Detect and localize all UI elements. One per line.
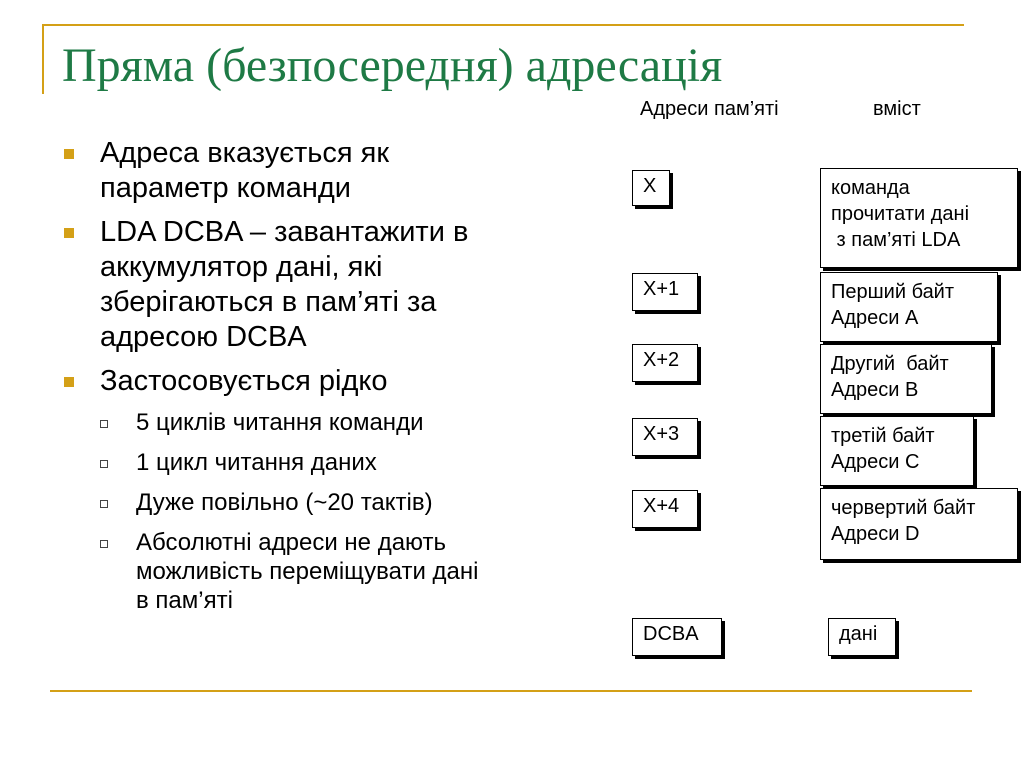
sub-bullet-line: Дуже повільно (~20 тактів) [136,489,433,516]
sub-bullet-item [100,408,602,437]
address-label: X [643,175,657,197]
content-line: Адреси C [831,451,920,473]
address-box [632,490,698,528]
bullet-line: аккумулятор дані, які [100,251,383,283]
bullet-item [62,364,602,399]
content-line: команда [831,177,910,199]
sub-bullet-item [100,488,602,517]
content-box [820,272,998,342]
content-line: третій байт [831,425,935,447]
square-bullet-icon [64,149,74,159]
square-bullet-icon [64,377,74,387]
content-box [820,344,992,414]
sub-bullet-line: 1 цикл читання даних [136,449,377,476]
address-box [632,618,722,656]
bullet-line: зберігаються в пам’яті за [100,286,437,318]
slide-title: Пряма (безпосередня) адресація [62,39,723,92]
column-header-address: Адреси пам’яті [640,98,779,120]
sub-bullet-line: можливість переміщувати дані [136,558,479,585]
hollow-square-bullet-icon [100,460,108,468]
bullet-line: параметр команди [100,172,352,204]
frame-bottom-rule [50,690,972,692]
square-bullet-icon [64,228,74,238]
sub-bullet-item [100,448,602,477]
content-line: дані [839,623,878,645]
sub-bullet-line: Абсолютні адреси не дають [136,529,447,556]
address-box [632,170,670,206]
address-label: X+4 [643,495,680,517]
hollow-square-bullet-icon [100,540,108,548]
content-line: Адреси A [831,307,919,329]
address-label: X+2 [643,349,680,371]
sub-bullet-line: в пам’яті [136,587,233,614]
column-header-content: вміст [873,98,921,120]
bullet-item [62,136,602,206]
sub-bullet-line: 5 циклів читання команди [136,409,424,436]
content-line: червертий байт [831,497,976,519]
address-label: X+1 [643,278,680,300]
content-box [828,618,896,656]
bullet-line: LDA DCBA – завантажити в [100,216,469,248]
hollow-square-bullet-icon [100,500,108,508]
address-label: DCBA [643,623,699,645]
frame-left-rule [42,24,44,94]
sub-bullet-item [100,528,602,615]
content-line: Другий байт [831,353,949,375]
content-box [820,488,1018,560]
content-line: з пам’яті LDA [831,229,961,251]
content-line: прочитати дані [831,203,970,225]
bullet-line: адресою DCBA [100,321,307,353]
address-box [632,344,698,382]
content-line: Адреси D [831,523,920,545]
hollow-square-bullet-icon [100,420,108,428]
content-line: Адреси B [831,379,919,401]
address-box [632,273,698,311]
content-box [820,416,974,486]
bullet-list [62,136,602,626]
bullet-item [62,215,602,355]
frame-top-rule [42,24,964,26]
content-line: Перший байт [831,281,955,303]
address-box [632,418,698,456]
address-label: X+3 [643,423,680,445]
bullet-line: Адреса вказується як [100,137,390,169]
bullet-line: Застосовується рідко [100,365,388,397]
content-box [820,168,1018,268]
